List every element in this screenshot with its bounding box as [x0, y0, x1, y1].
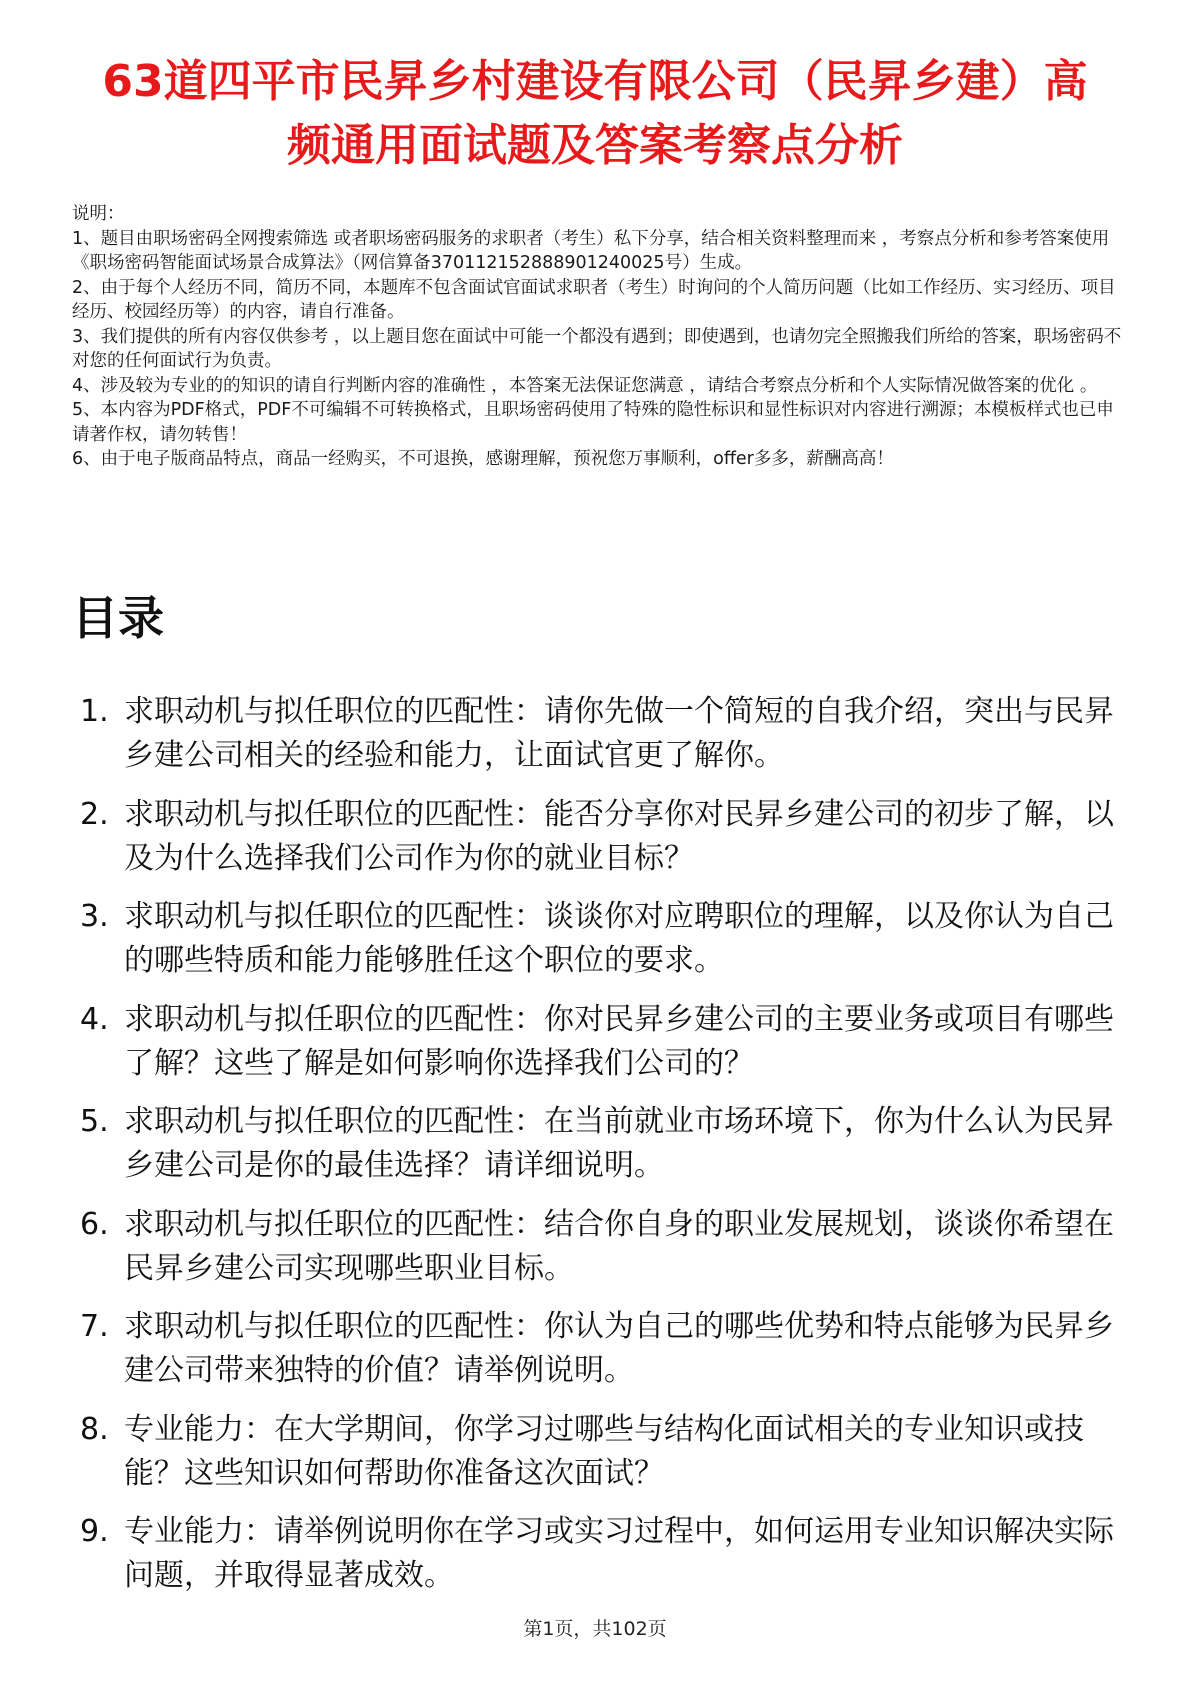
toc-item-number: 1. — [80, 694, 109, 729]
toc-item-number: 6. — [80, 1206, 109, 1242]
toc-heading: 目录 — [72, 591, 164, 645]
toc-item-text: 求职动机与拟任职位的匹配性：能否分享你对民昇乡建公司的初步了解，以及为什么选择我们公司作为你的就业目标？ — [124, 796, 1114, 876]
toc-item-number: 8. — [80, 1411, 109, 1447]
document-title: 63道四平市民昇乡村建设有限公司（民昇乡建）高频通用面试题及答案考察点分析 — [102, 56, 1088, 171]
toc-item[interactable] — [72, 895, 1122, 983]
toc-item-number: 7. — [80, 1309, 109, 1344]
toc-item[interactable] — [72, 1305, 1122, 1393]
toc-item[interactable] — [72, 793, 1122, 881]
toc-item-text: 求职动机与拟任职位的匹配性：谈谈你对应聘职位的理解，以及你认为自己的哪些特质和能力能够胜任这个职位的要求。 — [124, 899, 1114, 978]
note-item: 2、由于每个人经历不同，简历不同，本题库不包含面试官面试求职者（考生）时询问的个人简历问题（比如工作经历、实习经历、项目经历、校园经历等）的内容，请自行准备。 — [72, 277, 1116, 322]
toc-item-number: 2. — [80, 796, 109, 832]
toc-item-text: 专业能力：请举例说明你在学习或实习过程中，如何运用专业知识解决实际问题，并取得显著成效。 — [124, 1514, 1114, 1593]
toc-item-text: 求职动机与拟任职位的匹配性：在当前就业市场环境下，你为什么认为民昇乡建公司是你的最佳选择？请详细说明。 — [124, 1104, 1114, 1183]
note-item: 4、涉及较为专业的的知识的请自行判断内容的准确性 ，本答案无法保证您满意 ，请结合考察点分析和个人实际情况做答案的优化 。 — [72, 375, 1098, 396]
toc-item-number: 5. — [80, 1104, 109, 1139]
toc-item-number: 9. — [80, 1514, 109, 1549]
page-number-footer: 第1页，共102页 — [523, 1618, 667, 1640]
toc-item[interactable] — [72, 1510, 1122, 1598]
note-item: 3、我们提供的所有内容仅供参考 ，以上题目您在面试中可能一个都没有遇到；即使遇到，也请勿完全照搬我们所给的答案，职场密码不对您的任何面试行为负责。 — [72, 326, 1122, 371]
toc-item[interactable] — [72, 1408, 1122, 1496]
note-item: 6、由于电子版商品特点，商品一经购买，不可退换，感谢理解，预祝您万事顺利，offer多多，薪酬高高！ — [72, 449, 894, 469]
notes-section — [72, 202, 1122, 472]
toc-item-number: 4. — [80, 1001, 109, 1037]
toc-item[interactable] — [72, 998, 1122, 1086]
toc-item-text: 专业能力：在大学期间，你学习过哪些与结构化面试相关的专业知识或技能？这些知识如何帮助你准备这次面试？ — [124, 1411, 1084, 1491]
toc-item[interactable] — [72, 1203, 1122, 1291]
toc-item[interactable] — [72, 690, 1122, 778]
toc-item[interactable] — [72, 1100, 1122, 1188]
note-item: 5、本内容为PDF格式，PDF不可编辑不可转换格式，且职场密码使用了特殊的隐性标识和显性标识对内容进行溯源；本模板样式也已申请著作权，请勿转售！ — [72, 400, 1114, 445]
toc-item-text: 求职动机与拟任职位的匹配性：结合你自身的职业发展规划，谈谈你希望在民昇乡建公司实现哪些职业目标。 — [124, 1206, 1114, 1286]
toc-item-text: 求职动机与拟任职位的匹配性：你认为自己的哪些优势和特点能够为民昇乡建公司带来独特的价值？请举例说明。 — [124, 1309, 1114, 1388]
notes-heading: 说明： — [72, 204, 125, 224]
toc-item-number: 3. — [80, 899, 109, 934]
toc-list — [72, 690, 1122, 1613]
toc-item-text: 求职动机与拟任职位的匹配性：请你先做一个简短的自我介绍，突出与民昇乡建公司相关的经验和能力，让面试官更了解你。 — [124, 694, 1114, 773]
note-item: 1、题目由职场密码全网搜索筛选 或者职场密码服务的求职者（考生）私下分享，结合相关资料整理而来 ，考察点分析和参考答案使用《职场密码智能面试场景合成算法》（网信算备370112152888901240025号）生成。 — [72, 228, 1110, 273]
toc-item-text: 求职动机与拟任职位的匹配性：你对民昇乡建公司的主要业务或项目有哪些了解？这些了解是如何影响你选择我们公司的？ — [124, 1001, 1114, 1081]
